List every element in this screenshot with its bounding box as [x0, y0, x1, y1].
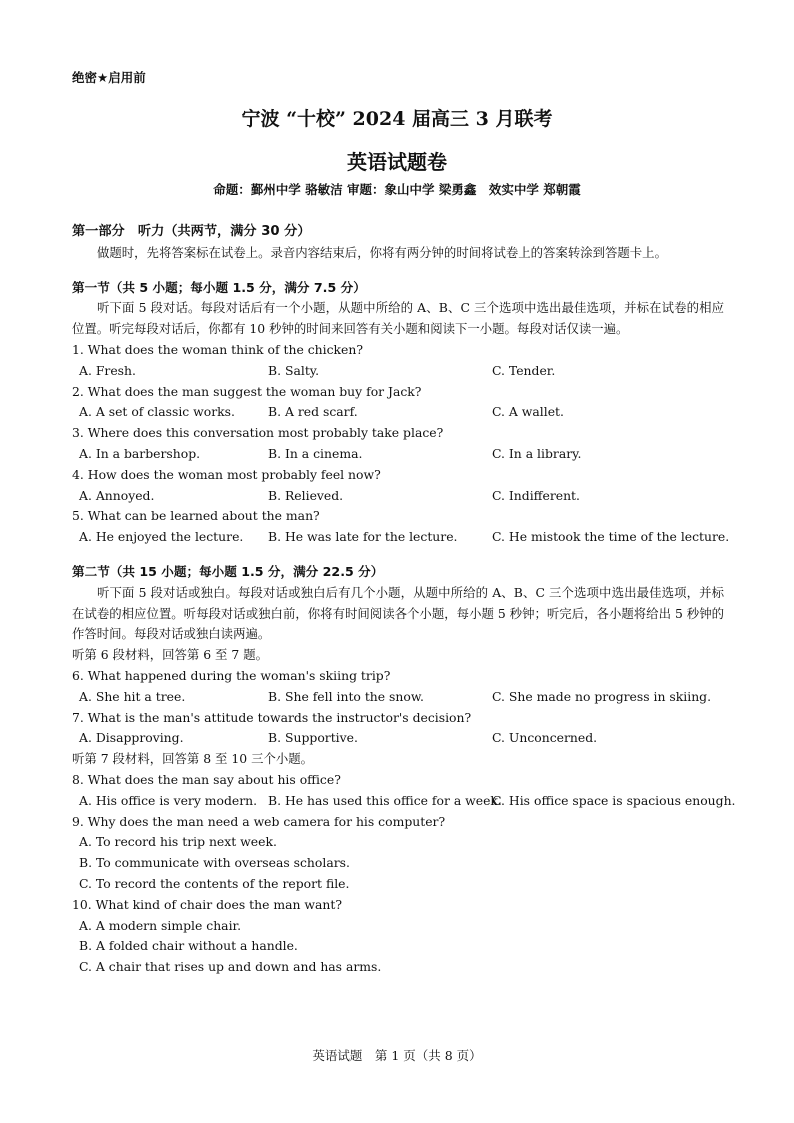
option-b: B. In a cinema.	[268, 445, 363, 461]
option-a: A. To record his trip next week.	[79, 834, 277, 850]
question-7	[72, 708, 724, 750]
option-a: A. A set of classic works.	[79, 404, 235, 420]
exam-title: 宁波 “十校” 2024 届高三 3 月联考	[241, 108, 553, 130]
exam-body	[72, 222, 736, 978]
question-text: 6. What happened during the woman's skiing trip?	[72, 667, 391, 683]
option-c: C. He mistook the time of the lecture.	[492, 529, 730, 545]
question-text: 4. How does the woman most probably feel now?	[72, 466, 381, 482]
option-b: B. A folded chair without a handle.	[79, 938, 298, 954]
authors-line: 命题：鄞州中学 骆敏洁 审题：象山中学 梁勇鑫 效实中学 郑朝霞	[213, 182, 581, 197]
option-c: C. Unconcerned.	[492, 730, 598, 746]
material-6-note: 听第 6 段材料，回答第 6 至 7 题。	[72, 647, 268, 663]
option-c: C. In a library.	[492, 445, 582, 461]
exam-subtitle: 英语试题卷	[347, 150, 447, 174]
option-a: A. A modern simple chair.	[79, 917, 242, 933]
question-text: 5. What can be learned about the man?	[72, 508, 320, 524]
option-c: C. She made no progress in skiing.	[492, 688, 712, 704]
section2-instruction: 听下面 5 段对话或独白。每段对话或独白后有几个小题，从题中所给的 A、B、C 三个选项中选出最佳选项，并标在试卷的相应位置。听每段对话或独白前，你将有时间阅读各个小题，每小题 5 秒钟；听完后，各小题将给出 5 秒钟的作答时间。每段对话或独白读两遍。	[72, 584, 724, 642]
option-b: B. A red scarf.	[268, 404, 358, 420]
option-a: A. In a barbershop.	[79, 445, 201, 461]
option-c: C. Indifferent.	[492, 487, 580, 503]
section1-instruction: 听下面 5 段对话。每段对话后有一个小题，从题中所给的 A、B、C 三个选项中选出最佳选项，并标在试卷的相应位置。听完每段对话后，你都有 10 秒钟的时间来回答有关小题和阅读下一小题。每段对话仅读一遍。	[72, 300, 724, 337]
option-b: B. Relieved.	[268, 487, 344, 503]
option-b: B. He was late for the lecture.	[268, 529, 458, 545]
option-b: B. He has used this office for a week.	[268, 792, 502, 808]
option-a: A. He enjoyed the lecture.	[79, 529, 244, 545]
question-text: 2. What does the man suggest the woman buy for Jack?	[72, 383, 422, 399]
part1-instruction: 做题时，先将答案标在试卷上。录音内容结束后，你将有两分钟的时间将试卷上的答案转涂到答题卡上。	[97, 244, 667, 260]
page-footer: 英语试题 第 1 页（共 8 页）	[312, 1048, 482, 1063]
question-text: 7. What is the man's attitude towards the instructor's decision?	[72, 709, 472, 725]
section2-heading: 第二节（共 15 小题；每小题 1.5 分，满分 22.5 分）	[72, 563, 384, 579]
question-4	[72, 465, 724, 507]
question-text: 9. Why does the man need a web camera for his computer?	[72, 813, 446, 829]
confidential-label: 绝密★启用前	[72, 70, 146, 85]
question-1	[72, 340, 724, 382]
option-c: C. A wallet.	[492, 404, 564, 420]
question-text: 1. What does the woman think of the chicken?	[72, 341, 364, 357]
question-5	[72, 506, 730, 548]
question-2	[72, 382, 724, 424]
option-c: C. To record the contents of the report file.	[79, 875, 350, 891]
question-8	[72, 770, 736, 812]
option-a: A. She hit a tree.	[79, 688, 186, 704]
question-text: 8. What does the man say about his office?	[72, 771, 341, 787]
option-b: B. Salty.	[268, 362, 320, 378]
option-a: A. Annoyed.	[79, 487, 155, 503]
option-c: C. A chair that rises up and down and has arms.	[79, 959, 382, 975]
option-b: B. She fell into the snow.	[268, 688, 424, 704]
question-10	[72, 895, 724, 978]
option-b: B. To communicate with overseas scholars.	[79, 855, 350, 871]
option-a: A. Fresh.	[79, 362, 136, 378]
question-text: 3. Where does this conversation most probably take place?	[72, 425, 444, 441]
option-a: A. Disapproving.	[79, 730, 184, 746]
question-6	[72, 666, 724, 708]
question-text: 10. What kind of chair does the man want?	[72, 896, 343, 912]
question-3	[72, 423, 724, 465]
section1-heading: 第一节（共 5 小题；每小题 1.5 分，满分 7.5 分）	[72, 279, 366, 295]
option-a: A. His office is very modern.	[79, 792, 258, 808]
option-c: C. His office space is spacious enough.	[492, 792, 736, 808]
option-b: B. Supportive.	[268, 730, 358, 746]
material-7-note: 听第 7 段材料，回答第 8 至 10 三个小题。	[72, 751, 314, 767]
question-9	[72, 812, 724, 895]
option-c: C. Tender.	[492, 362, 556, 378]
part1-heading: 第一部分 听力（共两节，满分 30 分）	[72, 224, 311, 239]
